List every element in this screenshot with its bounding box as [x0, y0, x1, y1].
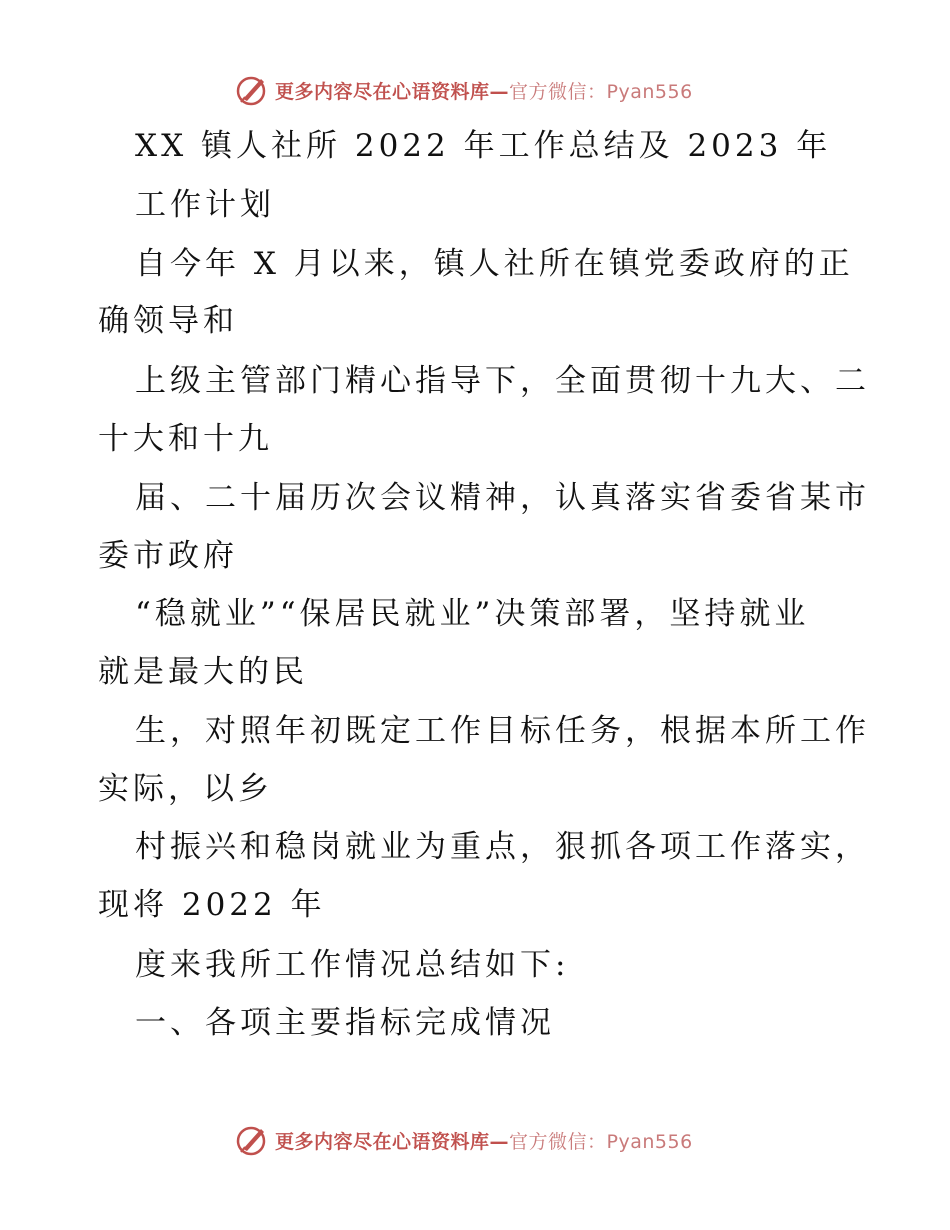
paragraph-line: 实际，以乡: [98, 771, 273, 807]
paragraph-line: 自今年 X 月以来，镇人社所在镇党委政府的正: [135, 246, 854, 282]
watermark-banner-bottom: [235, 1120, 715, 1160]
paragraph-line: 生，对照年初既定工作目标任务，根据本所工作: [135, 713, 870, 749]
paragraph-line: 度来我所工作情况总结如下:: [135, 947, 570, 983]
paragraph-line: “稳就业”“保居民就业”决策部署，坚持就业: [135, 596, 810, 632]
paragraph-line: 确领导和: [98, 303, 238, 339]
paragraph-line: 十大和十九: [98, 421, 273, 457]
watermark-banner-top: [235, 70, 715, 110]
document-title-line1: XX 镇人社所 2022 年工作总结及 2023 年: [135, 128, 832, 164]
paragraph-line: 村振兴和稳岗就业为重点，狠抓各项工作落实，: [135, 829, 870, 865]
document-title-line2: 工作计划: [135, 187, 275, 223]
paragraph-line: 届、二十届历次会议精神，认真落实省委省某市: [135, 480, 870, 516]
quill-logo-icon: [235, 73, 269, 107]
paragraph-line: 上级主管部门精心指导下，全面贯彻十九大、二: [135, 363, 870, 399]
watermark-text: 更多内容尽在心语资料库—官方微信：Pyan556: [275, 80, 693, 103]
section-heading-1: 一、各项主要指标完成情况: [135, 1005, 555, 1041]
paragraph-line: 现将 2022 年: [98, 887, 326, 923]
paragraph-line: 委市政府: [98, 538, 238, 574]
paragraph-line: 就是最大的民: [98, 654, 308, 690]
watermark-text: 更多内容尽在心语资料库—官方微信：Pyan556: [275, 1130, 693, 1153]
quill-logo-icon: [235, 1123, 269, 1157]
